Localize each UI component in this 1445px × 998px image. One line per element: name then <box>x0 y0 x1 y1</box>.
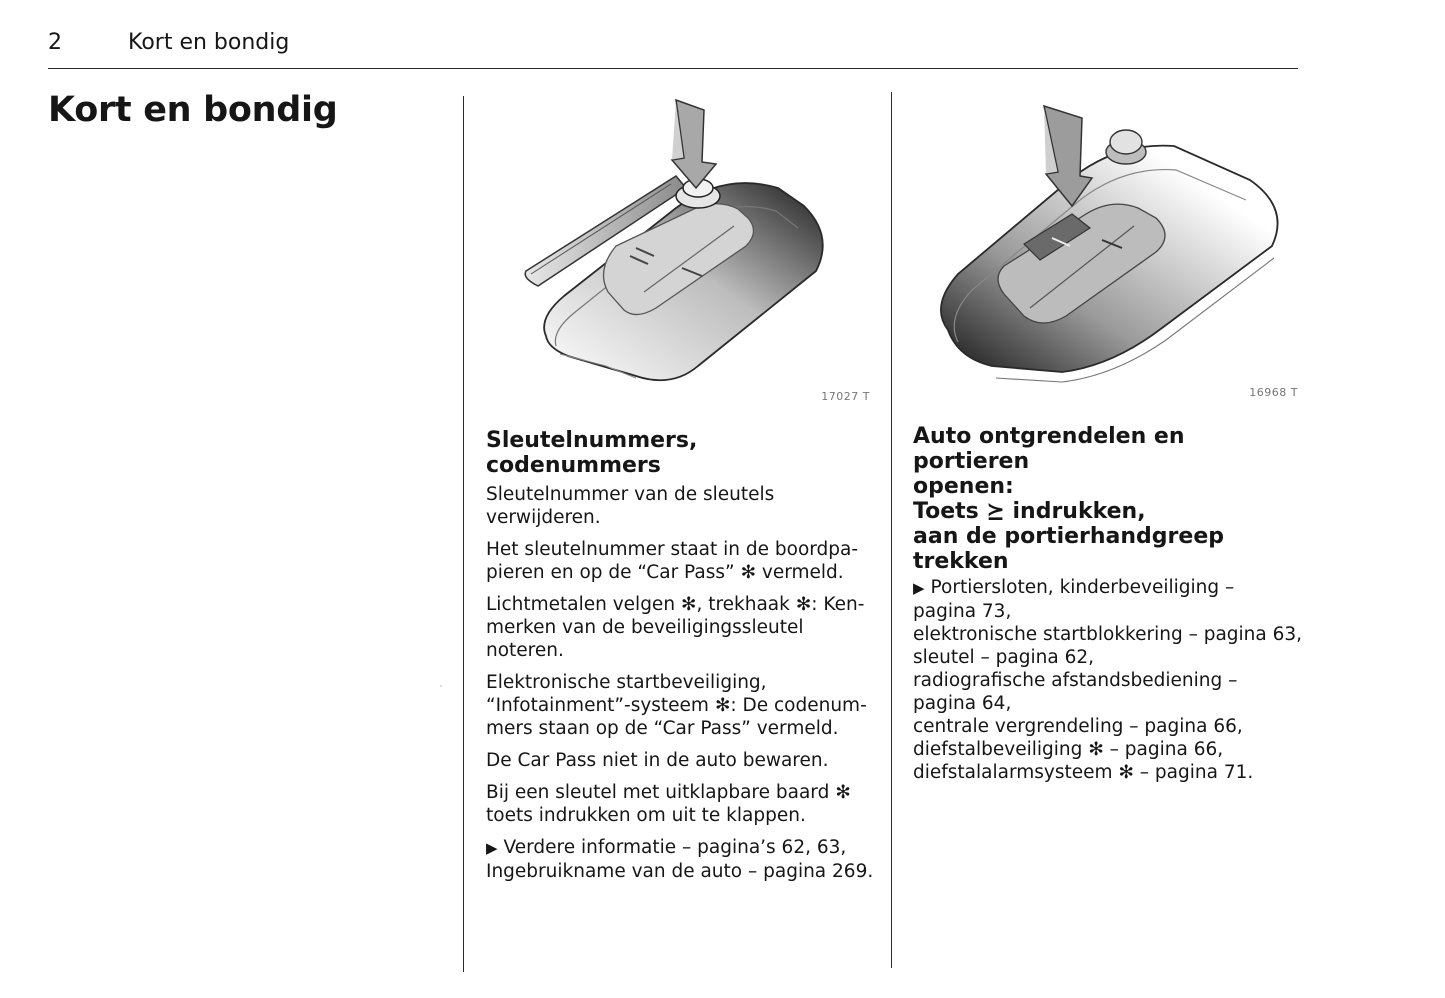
text-line: mers staan op de “Car Pass” vermeld. <box>486 718 839 739</box>
text-line: – pagina 71. <box>1133 762 1254 783</box>
cross-reference: pagina 73, <box>913 601 1012 622</box>
paragraph-car-pass-storage: De Car Pass niet in de auto bewaren. <box>486 750 829 771</box>
text-line: Het sleutelnummer staat in de boordpa- <box>486 539 859 560</box>
heading-line: indrukken, <box>1004 499 1146 524</box>
heading-line: Auto ontgrendelen en portieren <box>913 424 1185 474</box>
page-title: Kort en bondig <box>48 90 338 130</box>
paragraph-more-info <box>486 836 878 883</box>
optional-equipment-icon: ✻ <box>795 594 812 615</box>
text-line: merken van de beveiligingssleutel noteren. <box>486 617 804 661</box>
arrow-right-icon: ▶ <box>913 579 925 597</box>
section-heading-unlock <box>913 424 1305 499</box>
cross-reference: radiografische afstandsbediening – <box>913 670 1238 691</box>
paragraph-key-number-location <box>486 538 878 584</box>
header-rule <box>48 68 1298 69</box>
text-line: – pagina 66, <box>1103 739 1224 760</box>
unlock-button-icon: ⪰ <box>986 499 1005 524</box>
paragraph-remove-key-number: Sleutelnummer van de sleutels verwijderen. <box>486 484 775 528</box>
key-fold-illustration <box>486 96 870 390</box>
cross-reference: centrale vergrendeling – pagina 66, <box>913 716 1243 737</box>
text-line: vermeld. <box>755 562 844 583</box>
cross-reference <box>913 761 1305 784</box>
column-divider-right <box>891 92 892 968</box>
text-line: pieren en op de “Car Pass” <box>486 562 741 583</box>
arrow-right-icon: ▶ <box>486 839 498 857</box>
text-line: toets indrukken om uit te klappen. <box>486 805 806 826</box>
text-line: : Ken- <box>811 594 865 615</box>
cross-reference: Verdere informatie – pagina’s 62, 63, <box>503 837 847 858</box>
section-heading-key-numbers: Sleutelnummers, codenummers <box>486 428 698 478</box>
paragraph-fold-out-key <box>486 781 878 827</box>
column-divider-left <box>463 96 464 972</box>
text-line: , trekhaak <box>696 594 796 615</box>
heading-line: openen: <box>913 474 1014 499</box>
instruction-heading <box>913 499 1305 574</box>
page-number: 2 <box>48 30 62 55</box>
optional-equipment-icon: ✻ <box>1118 762 1134 783</box>
text-line: diefstalalarmsysteem <box>913 762 1119 783</box>
cross-reference <box>913 738 1305 761</box>
optional-equipment-icon: ✻ <box>680 594 697 615</box>
heading-line: Toets <box>913 499 987 524</box>
remote-key-icon <box>912 96 1298 386</box>
key-numbers-section <box>486 428 878 892</box>
key-fold-icon <box>486 96 870 390</box>
scan-speck <box>440 685 442 687</box>
text-line: “Infotainment”-systeem <box>486 695 715 716</box>
optional-equipment-icon: ✻ <box>835 782 851 803</box>
text-line: Elektronische startbeveiliging, <box>486 672 767 693</box>
unlock-section <box>913 424 1305 784</box>
paragraph-immobiliser-codes <box>486 671 878 740</box>
cross-reference: elektronische startblokkering – pagina 63, <box>913 624 1303 645</box>
figure-code-2: 16968 T <box>1249 386 1298 399</box>
cross-reference <box>913 576 1305 600</box>
cross-reference: sleutel – pagina 62, <box>913 647 1094 668</box>
optional-equipment-icon: ✻ <box>740 562 756 583</box>
text-line: : De codenum- <box>730 695 867 716</box>
text-line: Lichtmetalen velgen <box>486 594 681 615</box>
optional-equipment-icon: ✻ <box>1088 739 1104 760</box>
optional-equipment-icon: ✻ <box>714 695 731 716</box>
key-unlock-illustration <box>912 96 1298 386</box>
running-header-title: Kort en bondig <box>128 30 290 55</box>
paragraph-alloy-wheels <box>486 593 878 662</box>
cross-reference-list <box>913 576 1305 784</box>
figure-code-1: 17027 T <box>821 390 870 403</box>
heading-line: aan de portierhandgreep trekken <box>913 524 1224 574</box>
cross-reference: pagina 64, <box>913 693 1012 714</box>
text-line: Bij een sleutel met uitklapbare baard <box>486 782 836 803</box>
text-line: Portiersloten, kinderbeveiliging – <box>930 577 1235 598</box>
cross-reference: Ingebruikname van de auto – pagina 269. <box>486 861 874 882</box>
text-line: diefstalbeveiliging <box>913 739 1089 760</box>
